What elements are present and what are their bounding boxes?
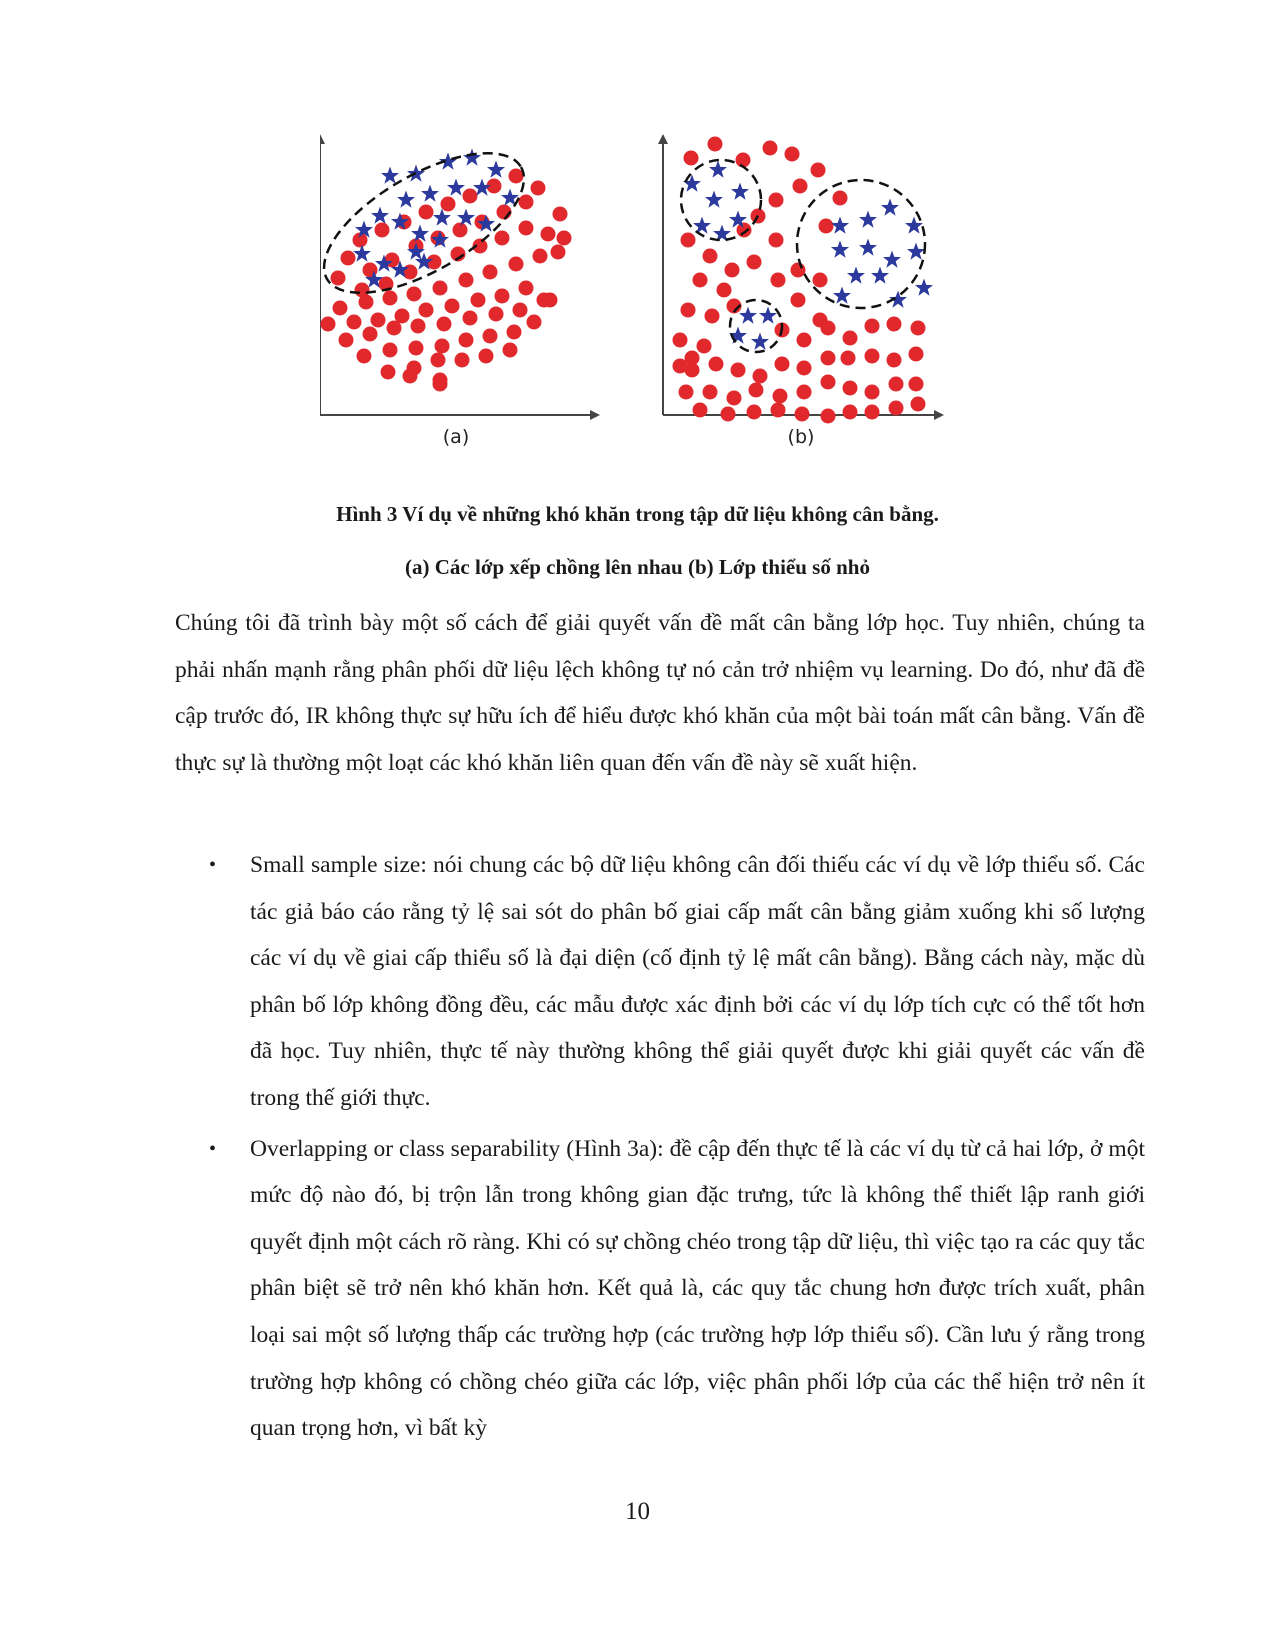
majority-point-icon [865, 349, 880, 364]
majority-point-icon [341, 251, 356, 266]
majority-point-icon [717, 283, 732, 298]
majority-point-icon [445, 299, 460, 314]
minority-point-icon [447, 179, 465, 196]
majority-point-icon [519, 281, 534, 296]
majority-point-icon [843, 331, 858, 346]
majority-point-icon [531, 181, 546, 196]
majority-point-icon [843, 381, 858, 396]
majority-point-icon [679, 385, 694, 400]
majority-point-icon [419, 205, 434, 220]
majority-point-icon [381, 365, 396, 380]
minority-point-icon [683, 175, 701, 192]
majority-point-icon [771, 403, 786, 418]
majority-point-icon [889, 377, 904, 392]
majority-point-icon [731, 363, 746, 378]
majority-point-icon [455, 353, 470, 368]
majority-point-icon [513, 303, 528, 318]
majority-point-icon [821, 375, 836, 390]
minority-point-icon [421, 185, 439, 202]
majority-point-icon [363, 327, 378, 342]
majority-point-icon [533, 249, 548, 264]
minority-point-icon [871, 267, 889, 284]
majority-point-icon [775, 357, 790, 372]
minority-point-icon [739, 307, 757, 324]
majority-point-icon [339, 333, 354, 348]
majority-point-icon [357, 349, 372, 364]
majority-point-icon [693, 273, 708, 288]
majority-point-icon [503, 343, 518, 358]
majority-point-icon [773, 389, 788, 404]
majority-point-icon [331, 271, 346, 286]
majority-point-icon [703, 249, 718, 264]
majority-point-icon [791, 293, 806, 308]
majority-point-icon [383, 343, 398, 358]
minority-point-icon [487, 161, 505, 178]
majority-point-icon [771, 273, 786, 288]
panel-b-small-cluster-boundary-2 [797, 180, 925, 308]
majority-point-icon [887, 317, 902, 332]
majority-point-icon [519, 195, 534, 210]
bullet-text: Overlapping or class separability (Hình 3a): đề cập đến thực tế là các ví dụ từ cả hai lớp, ở một mức độ nào đó, bị trộn lẫn trong không gian đặc trưng, tức là không thể thiết lập ranh giới quyết định một cách rõ ràng. Khi có sự chồng chéo trong tập dữ liệu, thì việc tạo ra các quy tắc phân biệt sẽ trở nên khó khăn hơn. Kết quả là, các quy tắc chung hơn được trích xuất, phân loại sai một số lượng thấp các trường hợp (các trường hợp lớp thiểu số). Cần lưu ý rằng trong trường hợp không có chồng chéo giữa các lớp, việc phân phối lớp của các thể hiện trở nên ít quan trọng hơn, vì bất kỳ [250, 1135, 1145, 1442]
majority-point-icon [843, 405, 858, 420]
minority-point-icon [847, 267, 865, 284]
majority-point-icon [709, 357, 724, 372]
figure-imbalanced-data-examples [320, 130, 960, 470]
majority-point-icon [791, 263, 806, 278]
majority-point-icon [409, 341, 424, 356]
majority-point-icon [541, 227, 556, 242]
majority-point-icon [557, 231, 572, 246]
majority-point-icon [433, 281, 448, 296]
majority-point-icon [507, 325, 522, 340]
minority-point-icon [915, 279, 933, 296]
majority-point-icon [433, 377, 448, 392]
minority-point-icon [907, 243, 925, 260]
minority-point-icon [833, 287, 851, 304]
majority-point-icon [673, 333, 688, 348]
majority-point-icon [435, 339, 450, 354]
majority-point-icon [841, 351, 856, 366]
majority-point-icon [347, 315, 362, 330]
majority-point-icon [911, 397, 926, 412]
majority-point-icon [749, 383, 764, 398]
majority-point-icon [383, 291, 398, 306]
minority-point-icon [881, 199, 899, 216]
panel-b-points [673, 137, 934, 424]
panel-b-small-cluster-boundary-3 [730, 300, 782, 352]
majority-point-icon [693, 403, 708, 418]
bullet-text: Small sample size: nói chung các bộ dữ liệu không cân đối thiếu các ví dụ về lớp thiểu số. Các tác giả báo cáo rằng tỷ lệ sai sót do phân bố giai cấp mất cân bằng giảm xuống khi số lượng các ví dụ về giai cấp thiểu số là đại diện (cố định tỷ lệ mất cân bằng). Bằng cách này, mặc dù phân bố lớp không đồng đều, các mẫu được xác định bởi các ví dụ lớp tích cực có thể tốt hơn đã học. Tuy nhiên, thực tế này thường không thể giải quyết được khi giải quyết các vấn đề trong thế giới thực. [250, 852, 1145, 1111]
panel-b-label: (b) [787, 426, 815, 448]
majority-point-icon [889, 401, 904, 416]
minority-point-icon [831, 217, 849, 234]
majority-point-icon [763, 141, 778, 156]
majority-point-icon [333, 301, 348, 316]
majority-point-icon [483, 329, 498, 344]
majority-point-icon [811, 163, 826, 178]
panel-a-points [321, 149, 572, 392]
majority-point-icon [359, 295, 374, 310]
majority-point-icon [684, 151, 699, 166]
majority-point-icon [785, 147, 800, 162]
majority-point-icon [437, 317, 452, 332]
majority-point-icon [887, 353, 902, 368]
majority-point-icon [747, 255, 762, 270]
majority-point-icon [753, 369, 768, 384]
majority-point-icon [865, 319, 880, 334]
majority-point-icon [403, 265, 418, 280]
majority-point-icon [797, 333, 812, 348]
majority-point-icon [519, 221, 534, 236]
majority-point-icon [797, 361, 812, 376]
majority-point-icon [793, 179, 808, 194]
majority-point-icon [725, 263, 740, 278]
panel-b [663, 136, 942, 448]
majority-point-icon [483, 265, 498, 280]
figure-caption-title: Hình 3 Ví dụ về những khó khăn trong tập dữ liệu không cân bằng. [336, 502, 939, 526]
bullet-dot-icon: • [209, 854, 217, 876]
majority-point-icon [471, 293, 486, 308]
minority-point-icon [859, 211, 877, 228]
majority-point-icon [721, 407, 736, 422]
majority-point-icon [909, 377, 924, 392]
majority-point-icon [537, 293, 552, 308]
majority-point-icon [441, 197, 456, 212]
majority-point-icon [463, 189, 478, 204]
minority-point-icon [751, 333, 769, 350]
majority-point-icon [411, 319, 426, 334]
majority-point-icon [453, 223, 468, 238]
majority-point-icon [865, 385, 880, 400]
minority-point-icon [831, 241, 849, 258]
majority-point-icon [509, 169, 524, 184]
majority-point-icon [697, 339, 712, 354]
majority-point-icon [321, 317, 336, 332]
majority-point-icon [797, 385, 812, 400]
majority-point-icon [419, 303, 434, 318]
majority-point-icon [553, 207, 568, 222]
majority-point-icon [551, 245, 566, 260]
majority-point-icon [833, 191, 848, 206]
majority-point-icon [795, 407, 810, 422]
minority-point-icon [759, 307, 777, 324]
page-number: 10 [625, 1498, 650, 1525]
majority-point-icon [387, 321, 402, 336]
minority-point-icon [709, 161, 727, 178]
minority-point-icon [883, 251, 901, 268]
majority-point-icon [375, 223, 390, 238]
majority-point-icon [821, 409, 836, 424]
majority-point-icon [685, 351, 700, 366]
figure-caption-subtitle: (a) Các lớp xếp chồng lên nhau (b) Lớp thiểu số nhỏ [405, 555, 870, 579]
majority-point-icon [527, 315, 542, 330]
majority-point-icon [727, 391, 742, 406]
panel-a [320, 130, 598, 448]
majority-point-icon [371, 313, 386, 328]
bullet-item-small-sample-size [175, 842, 1145, 1122]
majority-point-icon [681, 303, 696, 318]
bullet-item-overlapping [175, 1126, 1145, 1452]
minority-point-icon [693, 217, 711, 234]
majority-point-icon [821, 321, 836, 336]
majority-point-icon [495, 231, 510, 246]
majority-point-icon [819, 219, 834, 234]
majority-point-icon [459, 273, 474, 288]
majority-point-icon [463, 311, 478, 326]
bullet-dot-icon: • [209, 1137, 217, 1160]
minority-point-icon [371, 207, 389, 224]
majority-point-icon [813, 273, 828, 288]
majority-point-icon [489, 307, 504, 322]
majority-point-icon [407, 287, 422, 302]
minority-point-icon [705, 191, 723, 208]
majority-point-icon [821, 351, 836, 366]
minority-point-icon [397, 191, 415, 208]
majority-point-icon [681, 233, 696, 248]
minority-point-icon [859, 239, 877, 256]
majority-point-icon [708, 137, 723, 152]
majority-point-icon [705, 309, 720, 324]
majority-point-icon [911, 321, 926, 336]
body-paragraph: Chúng tôi đã trình bày một số cách để giải quyết vấn đề mất cân bằng lớp học. Tuy nhiên, chúng ta phải nhấn mạnh rằng phân phối dữ liệu lệch không tự nó cản trở nhiệm vụ learning. Do đó, như đã đề cập trước đó, IR không thực sự hữu ích để hiểu được khó khăn của một bài toán mất cân bằng. Vấn đề thực sự là thường một loạt các khó khăn liên quan đến vấn đề này sẽ xuất hiện. [175, 610, 1145, 776]
bullet-list [175, 842, 1145, 1456]
panel-a-overlap-boundary [320, 130, 545, 321]
majority-point-icon [703, 385, 718, 400]
majority-point-icon [495, 289, 510, 304]
majority-point-icon [747, 405, 762, 420]
majority-point-icon [479, 349, 494, 364]
minority-point-icon [463, 149, 481, 166]
majority-point-icon [865, 405, 880, 420]
majority-point-icon [509, 257, 524, 272]
minority-point-icon [381, 167, 399, 184]
majority-point-icon [403, 369, 418, 384]
minority-point-icon [731, 183, 749, 200]
majority-point-icon [769, 233, 784, 248]
majority-point-icon [431, 353, 446, 368]
majority-point-icon [769, 193, 784, 208]
panel-a-label: (a) [442, 426, 470, 448]
majority-point-icon [459, 333, 474, 348]
minority-point-icon [353, 245, 371, 262]
majority-point-icon [909, 347, 924, 362]
